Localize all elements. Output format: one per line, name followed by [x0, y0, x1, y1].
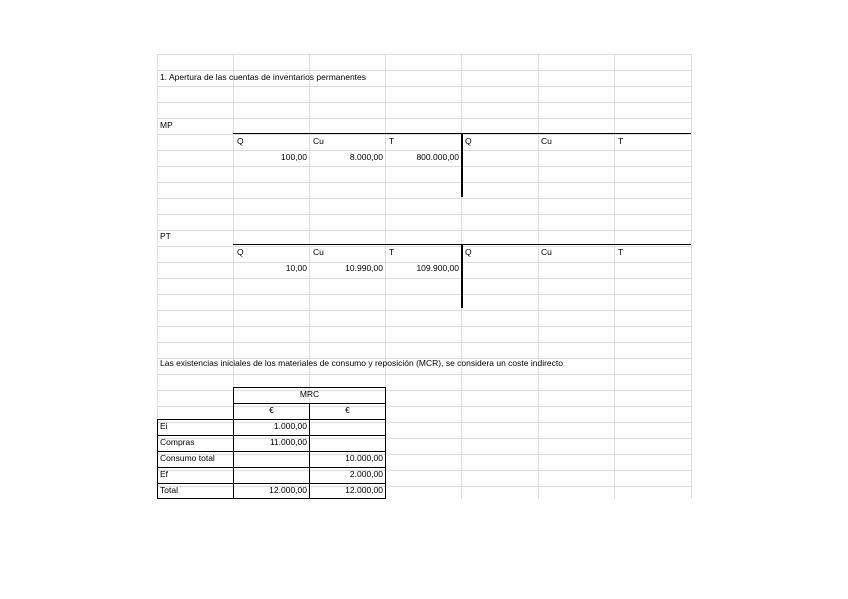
mrc-currency-a[interactable]: €: [269, 405, 274, 415]
mrc-row-label-consumo[interactable]: Consumo total: [160, 453, 215, 463]
mp-label[interactable]: MP: [160, 120, 173, 130]
pt-header-q-right[interactable]: Q: [465, 247, 472, 257]
grid-row-line: [157, 310, 691, 311]
mrc-row-total-a[interactable]: 12.000,00: [269, 485, 307, 495]
mrc-currency-b[interactable]: €: [345, 405, 350, 415]
mp-t-value[interactable]: 800.000,00: [416, 152, 459, 162]
mrc-row-ei-b[interactable]: [310, 419, 383, 434]
mrc-row-compras-b[interactable]: [310, 435, 383, 450]
mrc-row-label-total[interactable]: Total: [160, 485, 178, 495]
grid-row-line: [157, 230, 691, 231]
mrc-row-label-ei[interactable]: Ei: [160, 421, 168, 431]
grid-row-line: [157, 214, 691, 215]
grid-column-line: [691, 54, 692, 498]
mrc-title[interactable]: MRC: [299, 389, 320, 399]
mrc-row-ei-a[interactable]: 1.000,00: [273, 421, 307, 431]
grid-column-line: [614, 54, 615, 498]
mrc-border-line: [157, 498, 386, 499]
mp-cu-value[interactable]: 8.000,00: [349, 152, 383, 162]
pt-q-value[interactable]: 10,00: [285, 263, 307, 273]
grid-row-line: [157, 342, 691, 343]
mp-header-q-right[interactable]: Q: [465, 136, 472, 146]
mp-header-cu-left[interactable]: Cu: [313, 136, 324, 146]
grid-row-line: [157, 374, 691, 375]
grid-row-line: [157, 294, 691, 295]
pt-header-t-left[interactable]: T: [389, 247, 395, 257]
grid-row-line: [157, 198, 691, 199]
mrc-border-line: [157, 419, 158, 499]
grid-row-line: [157, 182, 691, 183]
grid-row-line: [157, 278, 691, 279]
mrc-row-ef-b[interactable]: 2.000,00: [349, 469, 383, 479]
mcr-note[interactable]: Las existencias iniciales de los materiales de consumo y reposición (MCR), se considera un coste indirecto: [160, 358, 563, 368]
grid-row-line: [157, 86, 691, 87]
grid-row-line: [157, 118, 691, 119]
grid-row-line: [157, 166, 691, 167]
grid-row-line: [157, 326, 691, 327]
grid-row-line: [157, 54, 691, 55]
mrc-row-compras-a[interactable]: 11.000,00: [269, 437, 307, 447]
mp-header-cu-right[interactable]: Cu: [541, 136, 552, 146]
mp-q-value[interactable]: 100,00: [281, 152, 307, 162]
mrc-row-total-b[interactable]: 12.000,00: [345, 485, 383, 495]
pt-header-cu-left[interactable]: Cu: [313, 247, 324, 257]
mp-header-t-left[interactable]: T: [389, 136, 395, 146]
pt-center-divider: [461, 244, 463, 308]
pt-t-value[interactable]: 109.900,00: [416, 263, 459, 273]
mrc-row-consumo-a[interactable]: [234, 451, 307, 466]
pt-header-cu-right[interactable]: Cu: [541, 247, 552, 257]
mrc-row-label-ef[interactable]: Ef: [160, 469, 169, 479]
pt-header-q-left[interactable]: Q: [237, 247, 244, 257]
mrc-row-consumo-b[interactable]: 10.000,00: [345, 453, 383, 463]
mp-center-divider: [461, 133, 463, 197]
mrc-row-ef-a[interactable]: [234, 467, 307, 482]
mp-header-q-left[interactable]: Q: [237, 136, 244, 146]
pt-cu-value[interactable]: 10.990,00: [345, 263, 383, 273]
mp-header-t-right[interactable]: T: [618, 136, 624, 146]
grid-column-line: [538, 54, 539, 498]
pt-label[interactable]: PT: [160, 231, 171, 241]
section-title[interactable]: 1. Apertura de las cuentas de inventarios permanentes: [160, 72, 367, 82]
mrc-row-label-compras[interactable]: Compras: [160, 437, 195, 447]
pt-header-t-right[interactable]: T: [618, 247, 624, 257]
grid-row-line: [157, 102, 691, 103]
